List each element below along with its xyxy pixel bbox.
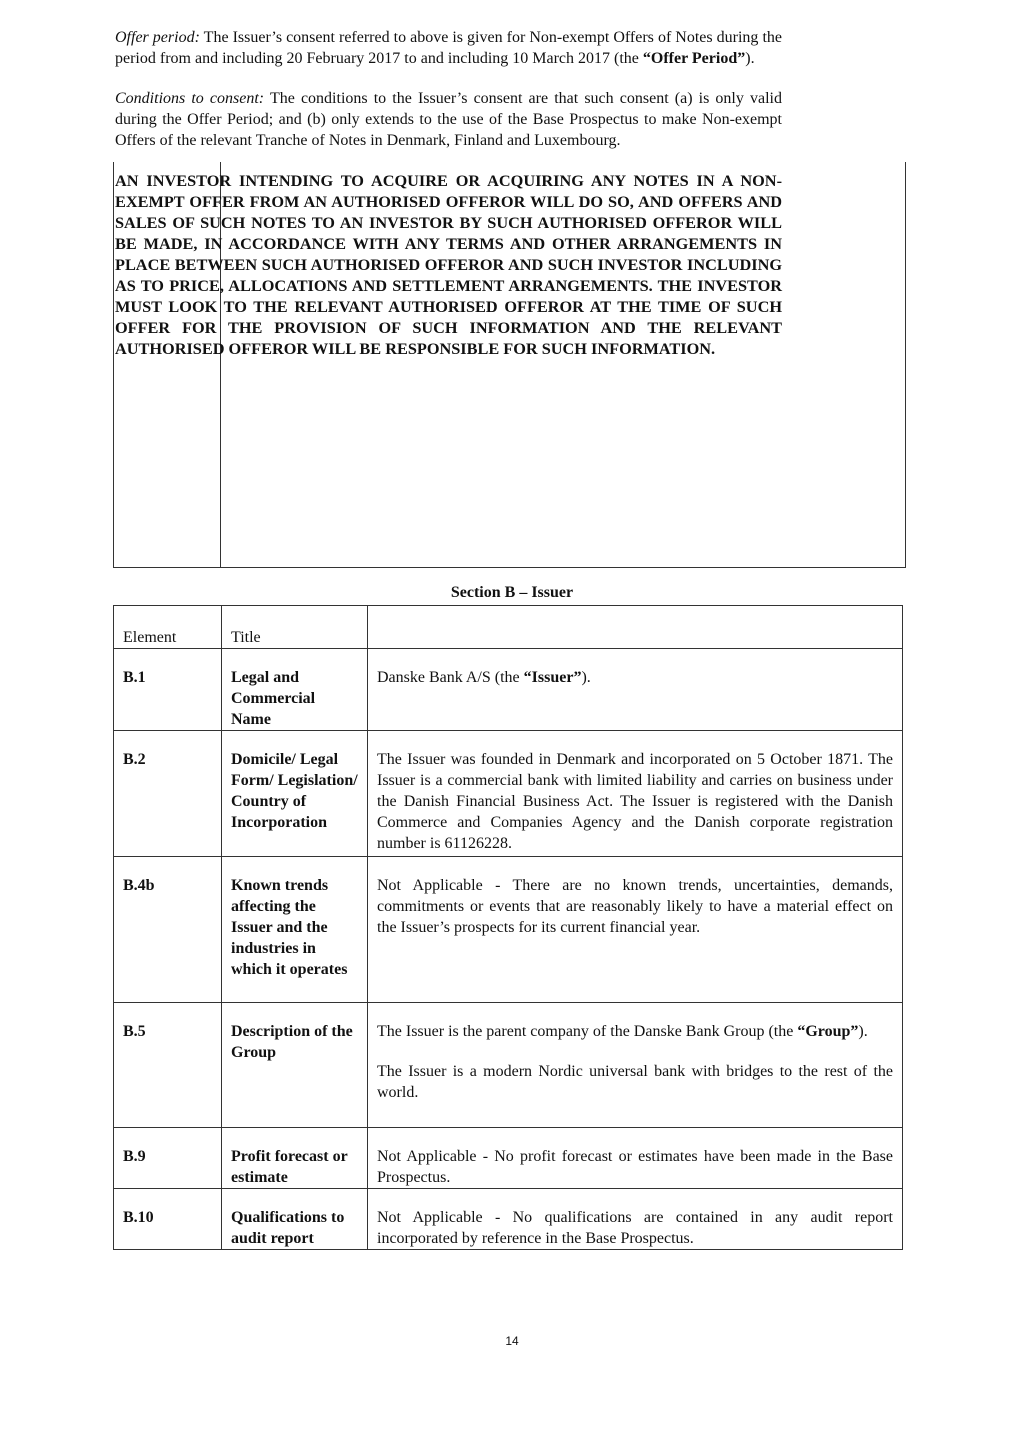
element-description: The Issuer was founded in Denmark and incorporated on 5 October 1871. The Issuer is a commercial bank with limited liability and carries on business under the Danish Financial Business Act. The Issuer is registered with the Danish Commerce and Companies Agency and the Danish corporate registration number is 61126228. — [368, 731, 903, 857]
description-close: ). — [858, 1023, 868, 1040]
description-text: The Issuer is the parent company of the Danske Bank Group (the — [377, 1023, 798, 1040]
offer-period-text: The Issuer’s consent referred to above is given for Non-exempt Offers of Notes during the period from and including 20 February 2017 to and including 10 March 2017 (the — [115, 29, 783, 67]
description-close: ). — [581, 669, 591, 686]
table-row — [114, 1189, 903, 1250]
element-title: Known trends affecting the Issuer and the industries in which it operates — [222, 857, 368, 1003]
table-row — [114, 649, 903, 731]
header-element: Element — [114, 606, 222, 649]
offer-period-label: Offer period: — [115, 29, 200, 46]
element-description — [368, 1003, 903, 1128]
element-code: B.2 — [114, 731, 222, 857]
description-paragraph: The Issuer is a modern Nordic universal bank with bridges to the rest of the world. — [377, 1063, 893, 1101]
element-title: Description of the Group — [222, 1003, 368, 1128]
offer-period-paragraph — [115, 27, 782, 69]
element-title: Qualifications to audit report — [222, 1189, 368, 1250]
conditions-paragraph — [115, 88, 782, 151]
offer-period-term: “Offer Period” — [642, 50, 746, 67]
description-paragraph — [377, 1021, 893, 1042]
investor-notice: AN INVESTOR INTENDING TO ACQUIRE OR ACQUIRING ANY NOTES IN A NON-EXEMPT OFFER FROM AN AUTHORISED OFFEROR WILL DO SO, AND OFFERS AND SALES OF SUCH NOTES TO AN INVESTOR BY SUCH AUTHORISED OFFEROR WILL BE MADE, IN ACCORDANCE WITH ANY TERMS AND OTHER ARRANGEMENTS IN PLACE BETWEEN SUCH AUTHORISED OFFEROR AND SUCH INVESTOR INCLUDING AS TO PRICE, ALLOCATIONS AND SETTLEMENT ARRANGEMENTS. THE INVESTOR MUST LOOK TO THE RELEVANT AUTHORISED OFFEROR AT THE TIME OF SUCH OFFER FOR THE PROVISION OF SUCH INFORMATION AND THE RELEVANT AUTHORISED OFFEROR WILL BE RESPONSIBLE FOR SUCH INFORMATION. — [115, 171, 782, 358]
continuation-content — [115, 27, 782, 378]
element-title: Legal and Commercial Name — [222, 649, 368, 731]
header-blank — [368, 606, 903, 649]
element-code: B.9 — [114, 1128, 222, 1189]
element-description — [368, 649, 903, 731]
conditions-label: Conditions to consent: — [115, 90, 265, 107]
description-term: “Group” — [797, 1023, 859, 1040]
element-description: Not Applicable - No qualifications are contained in any audit report incorporated by reference in the Base Prospectus. — [368, 1189, 903, 1250]
offer-period-close: ). — [745, 50, 755, 67]
issuer-table — [113, 605, 903, 1250]
element-description: Not Applicable - No profit forecast or estimates have been made in the Base Prospectus. — [368, 1128, 903, 1189]
description-term: “Issuer” — [523, 669, 582, 686]
header-title: Title — [222, 606, 368, 649]
page-number: 14 — [505, 1334, 519, 1348]
table-row — [114, 1003, 903, 1128]
table-header-row — [114, 606, 903, 649]
conditions-text: The conditions to the Issuer’s consent are that such consent (a) is only valid during the Offer Period; and (b) only extends to the use of the Base Prospectus to make Non-exempt Offers of the relevant Tranche of Notes in Denmark, Finland and Luxembourg. — [115, 90, 782, 149]
element-title: Domicile/ Legal Form/ Legislation/ Country of Incorporation — [222, 731, 368, 857]
description-text: Danske Bank A/S (the — [377, 669, 524, 686]
element-title: Profit forecast or estimate — [222, 1128, 368, 1189]
table-row — [114, 731, 903, 857]
element-code: B.10 — [114, 1189, 222, 1250]
table-row — [114, 857, 903, 1003]
element-code: B.4b — [114, 857, 222, 1003]
section-heading: Section B – Issuer — [450, 584, 574, 601]
table-row — [114, 1128, 903, 1189]
element-code: B.5 — [114, 1003, 222, 1128]
element-description: Not Applicable - There are no known trends, uncertainties, demands, commitments or events that are reasonably likely to have a material effect on the Issuer’s prospects for its current financial year. — [368, 857, 903, 1003]
element-code: B.1 — [114, 649, 222, 731]
